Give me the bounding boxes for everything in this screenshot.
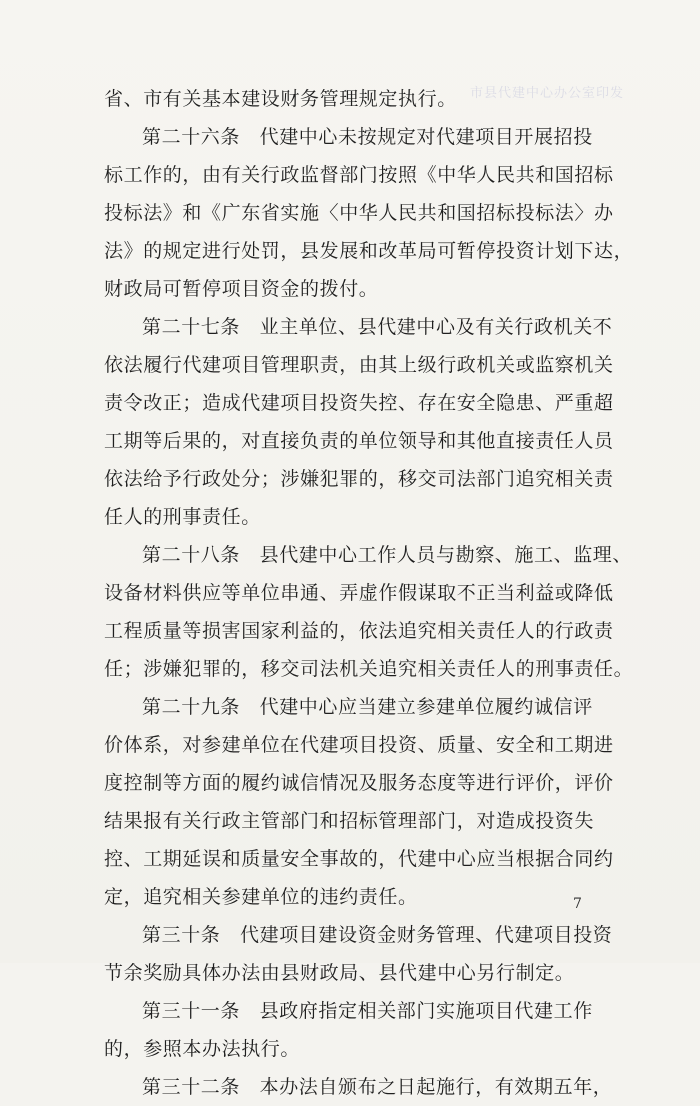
text-line: 节余奖励具体办法由县财政局、县代建中心另行制定。 [104,962,575,984]
text-line: 结果报有关行政主管部门和招标管理部门，对造成投资失 [104,810,595,832]
text-line: 第二十六条 代建中心未按规定对代建项目开展招投 [142,126,593,148]
text-line: 第二十九条 代建中心应当建立参建单位履约诚信评 [142,696,593,718]
text-line: 第二十七条 业主单位、县代建中心及有关行政机关不 [142,316,613,338]
text-line: 任；涉嫌犯罪的，移交司法机关追究相关责任人的刑事责任。 [104,658,634,680]
text-line: 设备材料供应等单位串通、弄虚作假谋取不正当利益或降低 [104,582,614,604]
text-line: 工期等后果的，对直接负责的单位领导和其他直接责任人员 [104,430,614,452]
document-body [104,80,634,1106]
text-line: 第三十条 代建项目建设资金财务管理、代建项目投资 [142,924,613,946]
text-line: 责令改正；造成代建项目投资失控、存在安全隐患、严重超 [104,392,614,414]
text-line: 定，追究相关参建单位的违约责任。 [104,886,418,908]
text-line: 第二十八条 县代建中心工作人员与勘察、施工、监理、 [142,544,633,566]
text-line: 任人的刑事责任。 [104,506,261,528]
text-line: 第三十二条 本办法自颁布之日起施行，有效期五年， [142,1076,613,1098]
text-line: 度控制等方面的履约诚信情况及服务态度等进行评价，评价 [104,772,614,794]
text-line: 依法给予行政处分；涉嫌犯罪的，移交司法部门追究相关责 [104,468,614,490]
bleed-through-text: 市县代建中心办公室印发 [470,86,625,101]
text-line: 法》的规定进行处罚，县发展和改革局可暂停投资计划下达， [104,240,634,262]
text-line: 投标法》和《广东省实施〈中华人民共和国招标投标法〉办 [104,202,614,224]
text-line: 省、市有关基本建设财务管理规定执行。 [104,88,457,110]
text-line: 价体系，对参建单位在代建项目投资、质量、安全和工期进 [104,734,614,756]
text-line: 第三十一条 县政府指定相关部门实施项目代建工作 [142,1000,593,1022]
text-line: 控、工期延误和质量安全事故的，代建中心应当根据合同约 [104,848,614,870]
text-line: 财政局可暂停项目资金的拨付。 [104,278,379,300]
text-line: 的，参照本办法执行。 [104,1038,301,1060]
text-line: 工程质量等损害国家利益的，依法追究相关责任人的行政责 [104,620,614,642]
page-number: 7 [573,896,582,912]
text-line: 标工作的，由有关行政监督部门按照《中华人民共和国招标 [104,164,614,186]
text-line: 依法履行代建项目管理职责，由其上级行政机关或监察机关 [104,354,614,376]
